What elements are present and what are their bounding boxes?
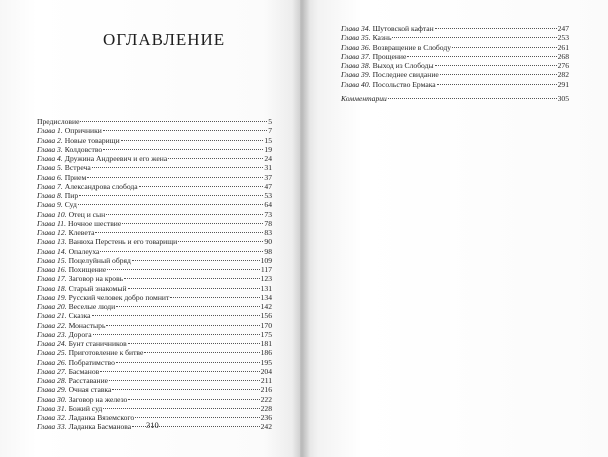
toc-page-number: 64	[264, 200, 272, 210]
toc-chapter-label: Глава 1.	[37, 126, 63, 136]
toc-entry-title: Посольство Ермака	[372, 79, 436, 89]
toc-entry	[37, 136, 272, 145]
toc-entry	[37, 311, 272, 320]
toc-dot-leader	[78, 203, 264, 205]
toc-chapter-label: Глава 5.	[37, 163, 63, 173]
toc-chapter-label: Глава 19.	[37, 292, 67, 302]
toc-page-number: 222	[260, 394, 272, 404]
toc-dot-leader	[109, 379, 260, 381]
toc-dot-leader	[107, 268, 260, 270]
toc-entry-title: Русский человек добро помнит	[68, 292, 170, 302]
toc-page-number: 305	[557, 93, 569, 103]
toc-page-number: 204	[260, 366, 272, 376]
toc-entry-title: Александрова слобода	[64, 181, 138, 191]
toc-dot-leader	[452, 46, 557, 48]
toc-entry	[37, 163, 272, 172]
toc-chapter-label: Глава 32.	[37, 413, 67, 422]
toc-dot-leader	[103, 407, 259, 409]
toc-entry	[37, 173, 272, 182]
toc-entry-title: Бунт станичников	[68, 339, 127, 348]
toc-page-number: 291	[557, 79, 569, 89]
toc-entry-title: Дорога	[68, 329, 92, 339]
toc-chapter-label: Глава 21.	[37, 311, 67, 321]
toc-entry	[37, 145, 272, 154]
toc-dot-leader	[128, 342, 260, 344]
toc-dot-leader	[95, 231, 263, 233]
toc-page-number: 268	[557, 51, 569, 61]
toc-entry	[37, 376, 272, 385]
toc-dot-leader	[170, 296, 259, 298]
toc-dot-leader	[79, 194, 263, 196]
toc-entry	[37, 265, 272, 274]
toc-entry	[37, 228, 272, 237]
toc-entry	[37, 321, 272, 330]
toc-dot-leader	[139, 185, 264, 187]
toc-entry	[341, 24, 569, 33]
toc-page-number: 109	[260, 255, 272, 265]
toc-entry	[37, 200, 272, 209]
toc-chapter-label: Глава 38.	[341, 61, 371, 70]
toc-page-number: 47	[264, 181, 272, 191]
toc-chapter-label: Глава 30.	[37, 394, 67, 404]
toc-entry-title: Ночное шествие	[67, 218, 122, 228]
left-page	[0, 0, 300, 457]
toc-entry-title: Заговор на кровь	[68, 274, 124, 284]
toc-chapter-label: Глава 15.	[37, 255, 67, 265]
toc-entry	[37, 348, 272, 357]
toc-entry	[37, 358, 272, 367]
toc-entry	[37, 293, 272, 302]
toc-dot-leader	[112, 388, 259, 390]
toc-dot-leader	[178, 240, 263, 242]
toc-entry-title: Прощение	[372, 51, 407, 61]
toc-list-right	[341, 24, 569, 103]
toc-page-number: 98	[264, 246, 272, 256]
toc-chapter-label: Глава 2.	[37, 135, 63, 145]
toc-chapter-label: Глава 33.	[37, 422, 67, 432]
toc-entry	[341, 52, 569, 61]
toc-entry-title: Встреча	[64, 163, 91, 173]
toc-entry	[37, 247, 272, 256]
toc-dot-leader	[132, 259, 260, 261]
toc-chapter-label: Глава 35.	[341, 33, 371, 43]
toc-entry-title: Прием	[64, 172, 87, 182]
toc-chapter-label: Глава 7.	[37, 181, 63, 191]
toc-page-number: 5	[268, 117, 272, 126]
toc-entry-title: Пир	[64, 191, 79, 200]
toc-entry	[341, 33, 569, 42]
toc-page-number: 282	[557, 70, 569, 80]
toc-page-number: 37	[264, 172, 272, 182]
toc-entry	[37, 302, 272, 311]
toc-dot-leader	[435, 27, 557, 29]
toc-dot-leader	[92, 166, 264, 168]
toc-entry-title: Выход из Слободы	[372, 61, 434, 70]
toc-chapter-label: Глава 39.	[341, 70, 371, 80]
toc-chapter-label: Глава 4.	[37, 154, 63, 163]
toc-page-number: 31	[264, 163, 272, 173]
toc-dot-leader	[440, 73, 557, 75]
toc-chapter-label: Глава 10.	[37, 209, 67, 219]
toc-chapter-label: Глава 28.	[37, 376, 67, 385]
toc-entry	[37, 256, 272, 265]
toc-chapter-label: Глава 14.	[37, 246, 67, 256]
toc-entry	[37, 191, 272, 200]
toc-chapter-label: Глава 6.	[37, 172, 63, 182]
toc-page-number: 78	[264, 218, 272, 228]
toc-page-number: 15	[264, 135, 272, 145]
toc-page-number: 253	[557, 33, 569, 43]
toc-dot-leader	[106, 213, 263, 215]
toc-dot-leader	[392, 36, 556, 38]
toc-entry-title: Расставание	[68, 376, 109, 385]
toc-entry-title: Божий суд	[68, 403, 103, 413]
toc-chapter-label: Глава 11.	[37, 218, 66, 228]
toc-page-number: 123	[260, 274, 272, 284]
toc-entry-title: Ладанка Вяземского	[68, 413, 135, 422]
toc-entry	[37, 395, 272, 404]
toc-page-number: 7	[268, 126, 272, 136]
toc-page-number: 19	[264, 144, 272, 154]
toc-chapter-label: Глава 40.	[341, 79, 371, 89]
toc-page-number: 131	[260, 283, 272, 293]
toc-page-number: 170	[260, 320, 272, 330]
toc-chapter-label: Глава 31.	[37, 403, 67, 413]
toc-chapter-label: Глава 13.	[37, 237, 67, 247]
toc-chapter-label: Глава 17.	[37, 274, 67, 284]
toc-page-number: 242	[260, 422, 272, 432]
toc-entry	[37, 126, 272, 135]
toc-entry-title: Похищение	[68, 265, 107, 274]
toc-dot-leader	[128, 287, 260, 289]
toc-dot-leader	[80, 120, 267, 122]
toc-entry-title: Суд	[64, 200, 77, 210]
toc-page-number: 181	[260, 339, 272, 348]
toc-page-number: 156	[260, 311, 272, 321]
toc-dot-leader	[437, 83, 557, 85]
toc-entry-title: Шутовской кафтан	[372, 24, 434, 33]
toc-entry-title: Комментарии	[341, 93, 387, 103]
toc-chapter-label: Глава 27.	[37, 366, 67, 376]
toc-chapter-label: Глава 8.	[37, 191, 63, 200]
toc-dot-leader	[124, 277, 259, 279]
toc-dot-leader	[100, 370, 259, 372]
toc-entry-title: Отец и сын	[68, 209, 106, 219]
toc-page-number: 53	[264, 191, 272, 200]
toc-dot-leader	[435, 64, 557, 66]
toc-page-number: 195	[260, 357, 272, 367]
toc-entry-title: Дружина Андреевич и его жена	[64, 154, 168, 163]
toc-entry	[341, 80, 569, 89]
toc-entry-title: Побратимство	[68, 357, 115, 367]
toc-page-number: 236	[260, 413, 272, 422]
toc-entry	[37, 330, 272, 339]
toc-page-number: 186	[260, 348, 272, 358]
toc-entry	[37, 219, 272, 228]
toc-entry	[37, 385, 272, 394]
toc-dot-leader	[93, 333, 260, 335]
toc-entry-title: Ладанка Басманова	[68, 422, 132, 432]
toc-page-number: 247	[557, 24, 569, 33]
toc-entry	[37, 284, 272, 293]
toc-page-number: 73	[264, 209, 272, 219]
toc-entry	[37, 339, 272, 348]
page-title: ОГЛАВЛЕНИЕ	[103, 30, 226, 49]
toc-page-number: 24	[264, 154, 272, 163]
toc-dot-leader	[144, 351, 259, 353]
toc-chapter-label: Глава 23.	[37, 329, 67, 339]
toc-chapter-label: Глава 16.	[37, 265, 67, 274]
toc-dot-leader	[92, 314, 260, 316]
toc-chapter-label: Глава 29.	[37, 385, 67, 395]
toc-entry	[341, 70, 569, 79]
toc-entry-title: Ванюха Перстень и его товарищи	[68, 237, 178, 247]
toc-chapter-label: Глава 12.	[37, 228, 67, 237]
toc-dot-leader	[168, 157, 263, 159]
toc-list-left	[37, 117, 272, 432]
toc-entry-title: Новые товарищи	[64, 135, 120, 145]
toc-page-number: 175	[260, 329, 272, 339]
toc-entry-title: Колдовство	[64, 144, 103, 154]
toc-page-number: 276	[557, 61, 569, 70]
toc-dot-leader	[135, 416, 259, 418]
toc-dot-leader	[87, 176, 263, 178]
toc-entry-title: Приготовление к битве	[68, 348, 144, 358]
toc-entry-title: Предисловие	[37, 117, 80, 126]
toc-chapter-label: Глава 20.	[37, 302, 67, 311]
toc-page-number: 211	[260, 376, 272, 385]
toc-chapter-label: Глава 3.	[37, 144, 63, 154]
toc-entry-title: Возвращение в Слободу	[372, 42, 452, 52]
toc-entry-title: Заговор на железо	[68, 394, 128, 404]
toc-dot-leader	[122, 222, 263, 224]
toc-dot-leader	[116, 361, 260, 363]
toc-chapter-label: Глава 18.	[37, 283, 67, 293]
toc-entry	[37, 117, 272, 126]
toc-entry	[37, 404, 272, 413]
toc-dot-leader	[388, 97, 557, 99]
toc-entry-title: Опричники	[64, 126, 102, 136]
toc-entry-comments	[341, 94, 569, 103]
book-gutter	[292, 0, 310, 457]
toc-entry-title: Сказка	[68, 311, 91, 321]
toc-page-number: 90	[264, 237, 272, 247]
toc-dot-leader	[407, 55, 556, 57]
toc-entry-title: Клевета	[68, 228, 95, 237]
toc-entry	[37, 154, 272, 163]
toc-page-number: 216	[260, 385, 272, 395]
toc-entry	[37, 237, 272, 246]
toc-entry	[37, 274, 272, 283]
toc-page-number: 228	[260, 403, 272, 413]
toc-chapter-label: Глава 24.	[37, 339, 67, 348]
toc-entry-title: Монастырь	[68, 320, 106, 330]
toc-chapter-label: Глава 9.	[37, 200, 63, 210]
toc-chapter-label: Глава 22.	[37, 320, 67, 330]
toc-entry-title: Опалеуха	[68, 246, 100, 256]
toc-chapter-label: Глава 36.	[341, 42, 371, 52]
toc-entry	[341, 43, 569, 52]
toc-entry	[37, 210, 272, 219]
toc-page-number: 261	[557, 42, 569, 52]
toc-dot-leader	[103, 148, 263, 150]
toc-page-number: 83	[264, 228, 272, 237]
toc-entry	[341, 61, 569, 70]
toc-entry-title: Поцелуйный обряд	[68, 255, 131, 265]
toc-dot-leader	[103, 129, 267, 131]
toc-dot-leader	[100, 250, 263, 252]
toc-page-number: 142	[260, 302, 272, 311]
toc-dot-leader	[116, 305, 259, 307]
toc-chapter-label: Глава 34.	[341, 24, 371, 33]
toc-entry-title: Басманов	[68, 366, 100, 376]
toc-entry-title: Веселые люди	[68, 302, 116, 311]
toc-dot-leader	[121, 139, 264, 141]
toc-entry-title: Старый знакомый	[68, 283, 127, 293]
toc-entry	[37, 182, 272, 191]
toc-chapter-label: Глава 37.	[341, 51, 371, 61]
toc-entry-title: Последнее свидание	[372, 70, 439, 80]
toc-page-number: 134	[260, 292, 272, 302]
toc-dot-leader	[106, 324, 259, 326]
toc-chapter-label: Глава 25.	[37, 348, 67, 358]
toc-chapter-label: Глава 26.	[37, 357, 67, 367]
toc-entry	[37, 367, 272, 376]
toc-page-number: 117	[260, 265, 272, 274]
toc-entry-title: Казнь	[372, 33, 392, 43]
toc-entry-title: Очная ставка	[68, 385, 112, 395]
toc-dot-leader	[128, 398, 259, 400]
page-number: 310	[146, 420, 159, 430]
